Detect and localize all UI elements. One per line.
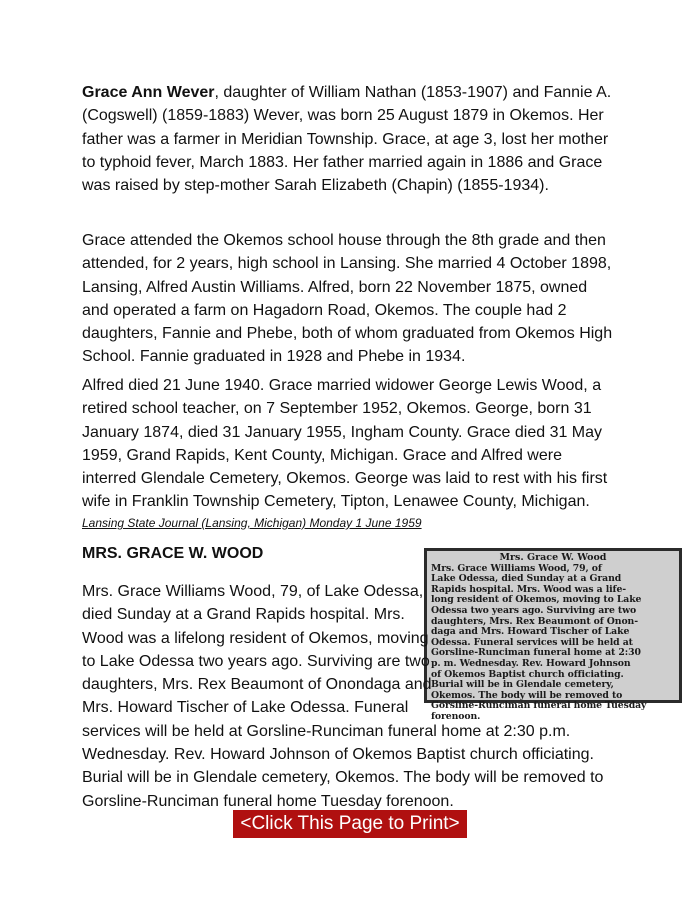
obituary-line: services will be held at Gorsline-Runciman funeral home at 2:30 p.m. [82, 722, 571, 740]
bio-paragraph-1-text: , daughter of William Nathan (1853-1907) and Fannie A. (Cogswell) (1859-1883) Wever, was born 25 August 1879 in Okemos. Her father was a farmer in Meridian Township. Grace, at age 3, lost her mother to typhoid fever, March 1883. Her father married again in 1886 and Grace was raised by step-mother Sarah Elizabeth (Chapin) (1855-1934). [82, 84, 612, 195]
clipping-line: of Okemos Baptist church officiating. [431, 668, 624, 680]
obituary-line: Wednesday. Rev. Howard Johnson of Okemos Baptist church officiating. [82, 746, 594, 764]
obituary-heading: MRS. GRACE W. WOOD [82, 545, 264, 562]
clipping-line: Mrs. Grace Williams Wood, 79, of [431, 562, 602, 574]
print-page-button[interactable]: <Click This Page to Print> [233, 810, 467, 838]
clipping-line: Okemos. The body will be removed to [431, 689, 623, 701]
clipping-line: forenoon. [431, 710, 481, 722]
clipping-title: Mrs. Grace W. Wood [499, 552, 607, 563]
obituary-line: to Lake Odessa two years ago. Surviving are two [82, 652, 430, 670]
clipping-line: daga and Mrs. Howard Tischer of Lake [431, 626, 630, 638]
obituary-line: Wood was a lifelong resident of Okemos, moving [82, 629, 429, 647]
clipping-line: Gorsline-Runciman funeral home Tuesday [431, 700, 647, 712]
source-citation: Lansing State Journal (Lansing, Michigan) Monday 1 June 1959 [82, 516, 422, 530]
obituary-line: Mrs. Grace Williams Wood, 79, of Lake Odessa, [82, 583, 424, 600]
clipping-line: Rapids hospital. Mrs. Wood was a life- [431, 583, 627, 595]
clipping-line: daughters, Mrs. Rex Beaumont of Onon- [431, 615, 638, 627]
subject-name: Grace Ann Wever [82, 84, 215, 101]
obituary-line: Mrs. Howard Tischer of Lake Odessa. Funeral [82, 699, 409, 717]
bio-paragraph-1 [82, 81, 617, 197]
obituary-line: daughters, Mrs. Rex Beaumont of Onondaga and [82, 676, 432, 694]
obituary-text [82, 580, 620, 813]
clipping-line: Lake Odessa, died Sunday at a Grand [431, 573, 622, 585]
bio-paragraph-2: Grace attended the Okemos school house through the 8th grade and then attended, for 2 years, high school in Lansing. She married 4 October 1898, Lansing, Alfred Austin Williams. Alfred, born 22 November 1875, owned and operated a farm on Hagadorn Road, Okemos. The couple had 2 daughters, Fannie and Phebe, both of whom graduated from Okemos High School. Fannie graduated in 1928 and Phebe in 1934. [82, 232, 613, 366]
clipping-line: Odessa. Funeral services will be held at [431, 636, 633, 648]
clipping-line: long resident of Okemos, moving to Lake [431, 594, 642, 606]
clipping-line: Odessa two years ago. Surviving are two [431, 604, 637, 616]
obituary-line: Gorsline-Runciman funeral home Tuesday forenoon. [82, 792, 454, 810]
obituary-line: died Sunday at a Grand Rapids hospital. Mrs. [82, 606, 405, 624]
clipping-line: Burial will be in Glendale cemetery, [431, 679, 614, 691]
obituary-line: Burial will be in Glendale cemetery, Okemos. The body will be removed to [82, 769, 604, 787]
clipping-line: Gorsline-Runciman funeral home at 2:30 [431, 647, 641, 659]
bio-paragraph-3: Alfred died 21 June 1940. Grace married widower George Lewis Wood, a retired school teacher, on 7 September 1952, Okemos. George, born 31 January 1874, died 31 January 1955, Ingham County. Grace died 31 May 1959, Grand Rapids, Kent County, Michigan. Grace and Alfred were interred Glendale Cemetery, Okemos. George was laid to rest with his first wife in Franklin Township Cemetery, Tipton, Lenawee County, Michigan. [82, 377, 608, 511]
clipping-line: p. m. Wednesday. Rev. Howard Johnson [431, 657, 631, 669]
